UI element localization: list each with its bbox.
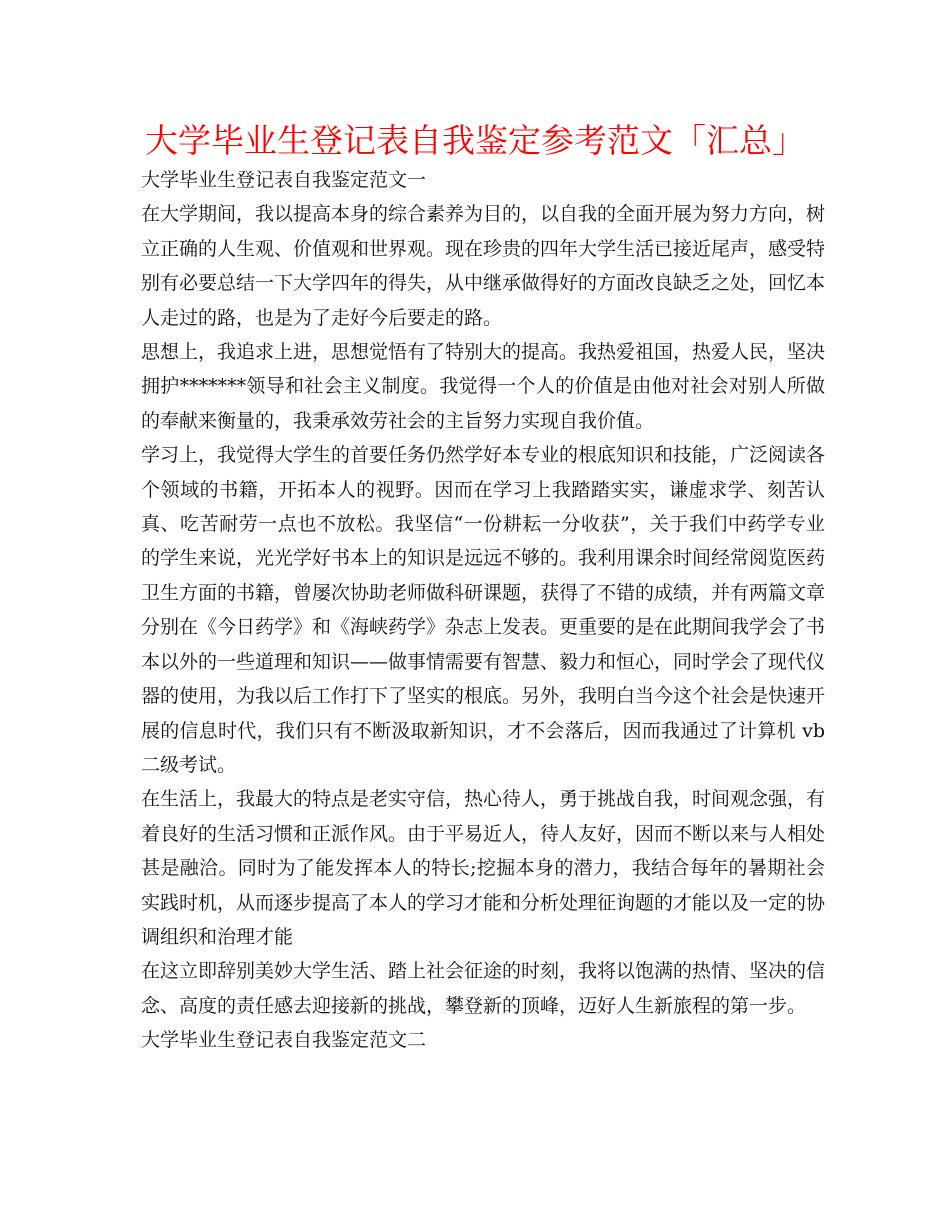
paragraph-closing: 在这立即辞别美妙大学生活、踏上社会征途的时刻，我将以饱满的热情、坚决的信念、高度的责任感去迎接新的挑战，攀登新的顶峰，迈好人生新旅程的第一步。: [141, 960, 826, 1017]
paragraph-study: 学习上，我觉得大学生的首要任务仍然学好本专业的根底知识和技能，广泛阅读各个领域的书籍，开拓本人的视野。因而在学习上我踏踏实实，谦虚求学、刻苦认真、吃苦耐劳一点也不放松。我坚信“一份耕耘一分收获”，关于我们中药学专业的学生来说，光光学好书本上的知识是远远不够的。我利用课余时间经常阅览医药卫生方面的书籍，曾屡次协助老师做科研课题，获得了不错的成绩，并有两篇文章分别在《今日药学》和《海峡药学》杂志上发表。更重要的是在此期间我学会了书本以外的一些道理和知识——做事情需要有智慧、毅力和恒心，同时学会了现代仪器的使用，为我以后工作打下了坚实的根底。另外，我明白当今这个社会是快速开展的信息时代，我们只有不断汲取新知识，才不会落后，因而我通过了计算机 vb 二级考试。: [141, 444, 826, 776]
paragraph-thought: 思想上，我追求上进，思想觉悟有了特别大的提高。我热爱祖国，热爱人民，坚决拥护*******领导和社会主义制度。我觉得一个人的价值是由他对社会对别人所做的奉献来衡量的，我秉承效劳社会的主旨努力实现自我价值。: [141, 341, 826, 432]
section-heading-two: 大学毕业生登记表自我鉴定范文二: [141, 1029, 427, 1052]
section-heading-one: 大学毕业生登记表自我鉴定范文一: [141, 169, 427, 191]
document-title: 大学毕业生登记表自我鉴定参考范文「汇总」: [145, 121, 805, 160]
paragraph-intro: 在大学期间，我以提高本身的综合素养为目的，以自我的全面开展为努力方向，树立正确的人生观、价值观和世界观。现在珍贵的四年大学生活已接近尾声，感受特别有必要总结一下大学四年的得失，从中继承做得好的方面改良缺乏之处，回忆本人走过的路，也是为了走好今后要走的路。: [141, 203, 826, 329]
document-body: [141, 163, 825, 1058]
paragraph-life: 在生活上，我最大的特点是老实守信，热心待人，勇于挑战自我，时间观念强，有着良好的生活习惯和正派作风。由于平易近人，待人友好，因而不断以来与人相处甚是融洽。同时为了能发挥本人的特长;挖掘本身的潜力，我结合每年的暑期社会实践时机，从而逐步提高了本人的学习才能和分析处理征询题的才能以及一定的协调组织和治理才能: [141, 788, 826, 948]
